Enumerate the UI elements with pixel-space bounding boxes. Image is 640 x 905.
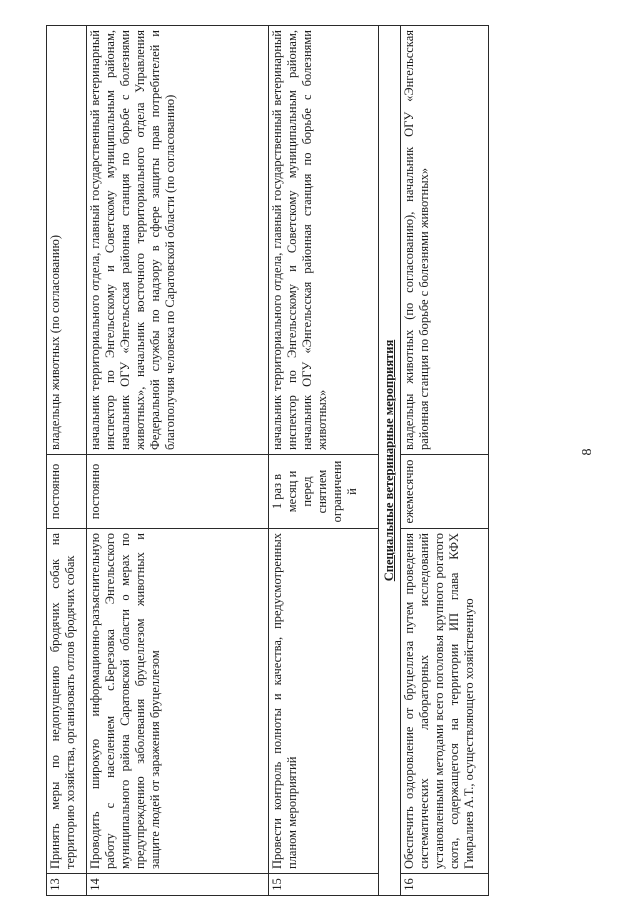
row-number: 13 xyxy=(47,874,87,896)
row-responsible: владельцы животных (по согласованию) xyxy=(47,26,87,455)
row-period: постоянно xyxy=(47,455,87,529)
row-period: постоянно xyxy=(87,455,269,529)
row-responsible: начальник территориального отдела, главный государственный ветеринарный инспектор по Энгельсскому и Советскому муниципальным районам, начальник ОГУ «Энгельсская районная станция по борьбе с болезнями животных», начальник восточного территориального отдела Управления Федеральной службы по надзору в сфере защиты прав потребителей и благополучия человека по Саратовской области (по согласованию) xyxy=(87,26,269,455)
table-row xyxy=(269,26,379,896)
row-action: Обеспечить оздоровление от бруцеллеза путем проведения систематических лабораторных исследований установленными методами всего поголовья крупного рогатого скота, содержащегося на территории ИП глава КФХ Гимралиев А.Т., осуществляющего хозяйственную xyxy=(401,529,489,874)
row-responsible: владельцы животных (по согласованию), начальник ОГУ «Энгельсская районная станция по борьбе с болезнями животных» xyxy=(401,26,489,455)
row-action: Проводить широкую информационно-разъяснительную работу с населением с.Березовка Энгельсского муниципального района Саратовской области о мерах по предупреждению заболевания бруцеллезом животных и защите людей от заражения бруцеллезом xyxy=(87,529,269,874)
measures-table xyxy=(46,25,489,896)
section-row xyxy=(379,26,401,896)
table-row xyxy=(87,26,269,896)
row-number: 16 xyxy=(401,874,489,896)
row-number: 15 xyxy=(269,874,379,896)
row-action: Принять меры по недопущению бродячих собак на территорию хозяйства, организовать отлов бродячих собак xyxy=(47,529,87,874)
row-responsible: начальник территориального отдела, главный государственный ветеринарный инспектор по Энгельсскому и Советскому муниципальным районам, начальник ОГУ «Энгельсская районная станция по борьбе с болезнями животных» xyxy=(269,26,379,455)
row-period: ежемесячно xyxy=(401,455,489,529)
row-action: Провести контроль полноты и качества, предусмотренных планом мероприятий xyxy=(269,529,379,874)
section-title: Специальные ветеринарные мероприятия xyxy=(379,26,401,896)
page-number: 8 xyxy=(580,448,595,456)
rotated-table-wrapper xyxy=(46,26,560,896)
row-number: 14 xyxy=(87,874,269,896)
row-period: 1 раз в месяц и перед снятием ограничений xyxy=(269,455,379,529)
table-row xyxy=(47,26,87,896)
table-row xyxy=(401,26,489,896)
